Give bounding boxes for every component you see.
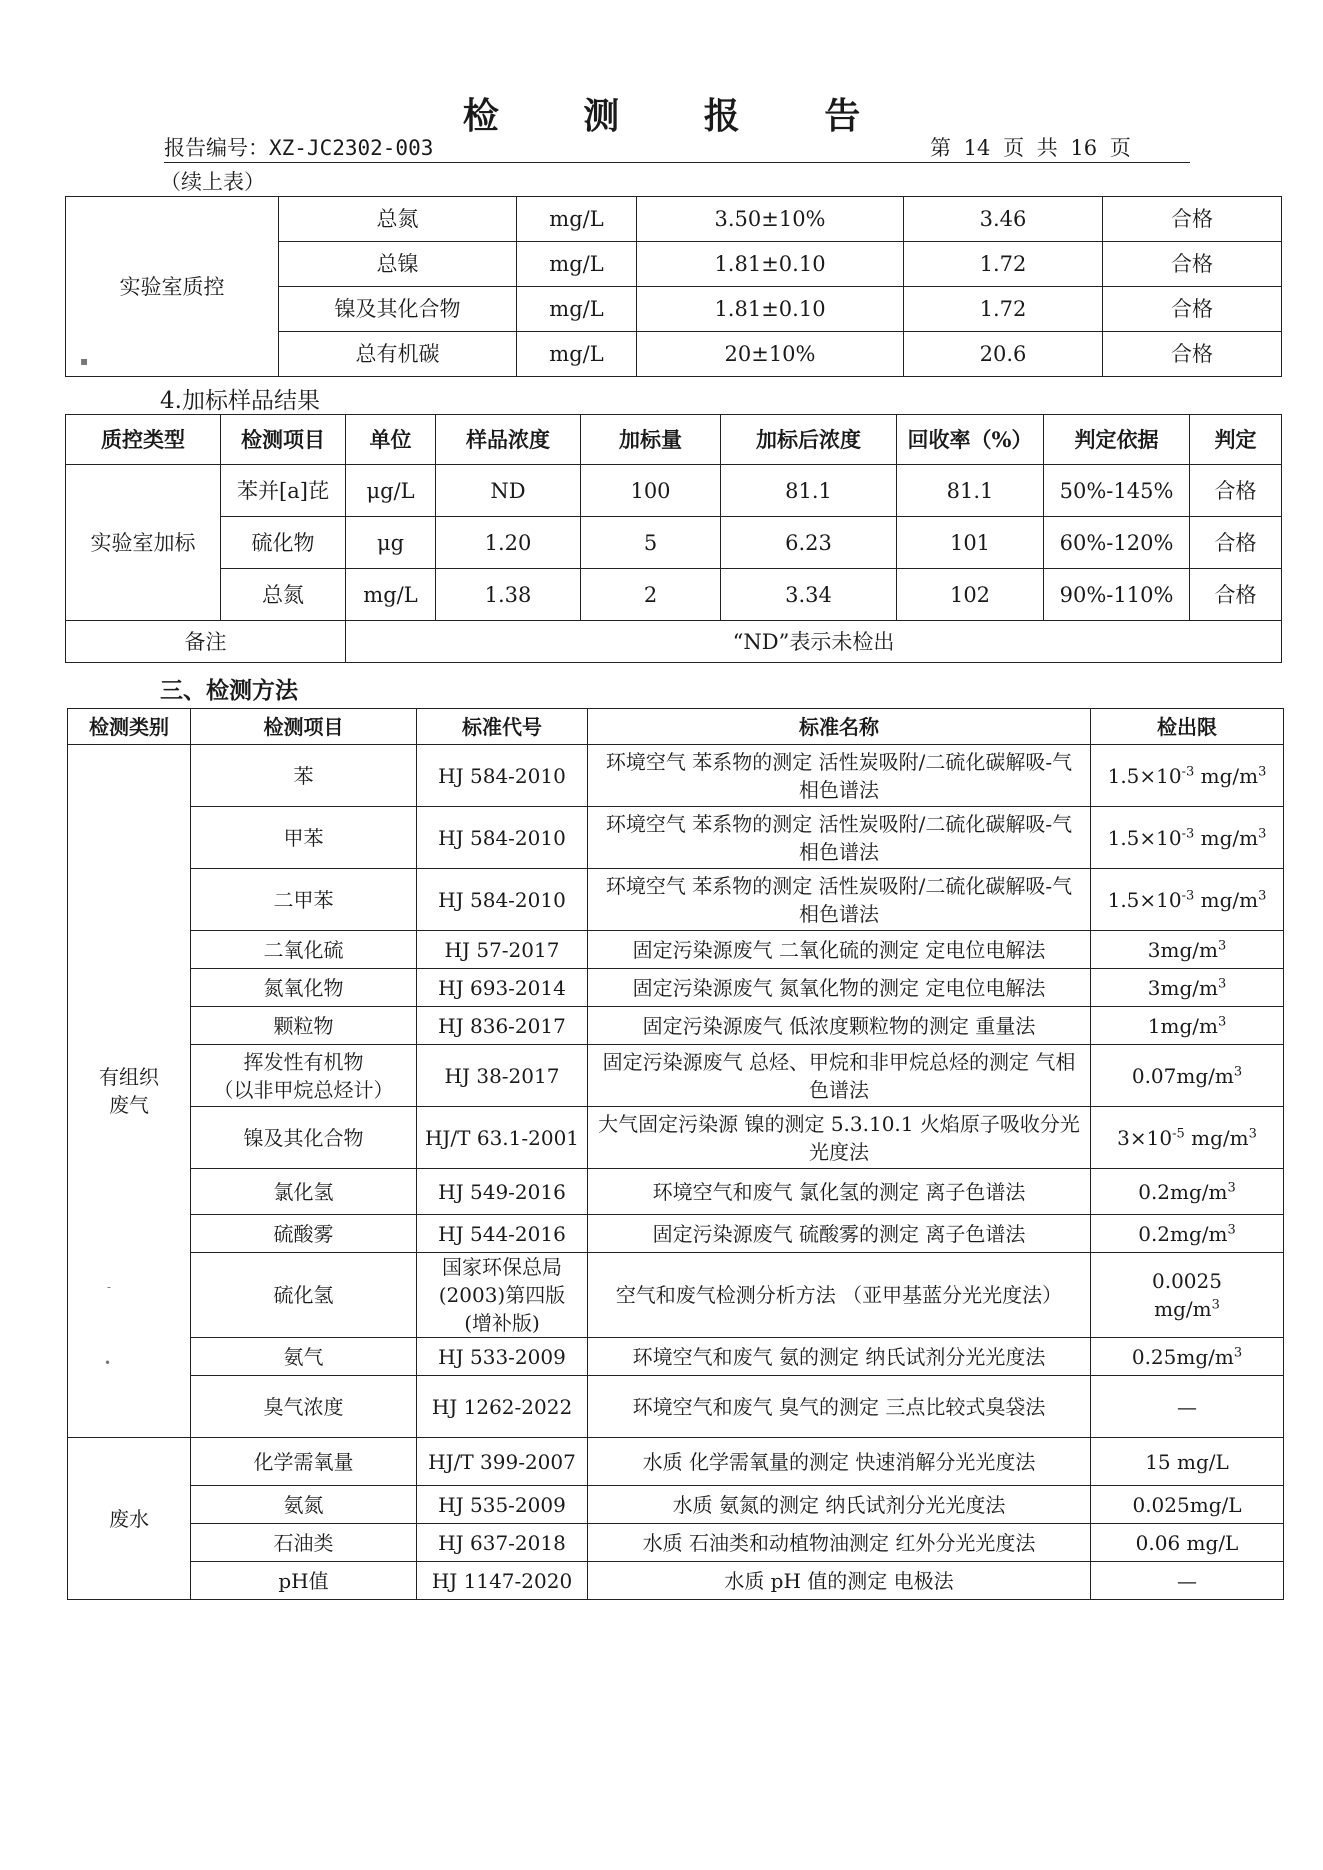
limit-base: 1mg/m: [1147, 1013, 1218, 1038]
limit-exponent: 3: [1233, 1063, 1243, 1079]
method-detection-limit: [1091, 1562, 1284, 1600]
remark-label: 备注: [66, 621, 346, 663]
limit-base: 0.25mg/m: [1131, 1344, 1234, 1369]
limit-base: 1.5×10: [1107, 887, 1182, 912]
spike-after: 3.34: [721, 569, 897, 621]
method-standard-name: 水质 化学需氧量的测定 快速消解分光光度法: [588, 1438, 1091, 1486]
qc-standard: 3.50±10%: [637, 197, 904, 242]
limit-unit-exponent: 3: [1248, 1125, 1257, 1141]
qc-standard: 20±10%: [637, 332, 904, 377]
method-standard-name: 空气和废气检测分析方法 （亚甲基蓝分光光度法）: [588, 1253, 1091, 1338]
qc-unit: mg/L: [517, 197, 637, 242]
method-code: 国家环保总局 (2003)第四版 (增补版): [417, 1253, 588, 1338]
method-code: HJ 584-2010: [417, 869, 588, 931]
qc-unit: mg/L: [517, 242, 637, 287]
method-item: 氯化氢: [191, 1169, 417, 1215]
spike-added: 5: [581, 517, 721, 569]
method-item: 颗粒物: [191, 1007, 417, 1045]
limit-base: 0.2mg/m: [1138, 1179, 1228, 1204]
limit-exponent: 3: [1211, 1297, 1220, 1313]
method-detection-limit: [1091, 931, 1284, 969]
report-number-value: XZ-JC2302-003: [269, 136, 434, 160]
method-detection-limit: [1091, 1215, 1284, 1253]
col-header-item: 检测项目: [221, 415, 346, 465]
method-detection-limit: [1091, 1169, 1284, 1215]
spike-unit: μg: [346, 517, 436, 569]
method-item: 镍及其化合物: [191, 1107, 417, 1169]
spike-item: 硫化物: [221, 517, 346, 569]
spike-result: 合格: [1190, 517, 1282, 569]
qc-group-label: 实验室质控: [66, 197, 279, 377]
col-header-qc-type: 质控类型: [66, 415, 221, 465]
limit-base: 0.2mg/m: [1138, 1221, 1228, 1246]
col-header-detection-limit: 检出限: [1091, 709, 1284, 745]
method-code: HJ 584-2010: [417, 807, 588, 869]
limit-exponent: 3: [1217, 1013, 1227, 1029]
spike-recovery: 101: [897, 517, 1044, 569]
spike-added: 2: [581, 569, 721, 621]
col-header-after: 加标后浓度: [721, 415, 897, 465]
qc-item: 总镍: [279, 242, 517, 287]
method-standard-name: 水质 pH 值的测定 电极法: [588, 1562, 1091, 1600]
qc-table: [65, 196, 1282, 377]
method-item: 氨氮: [191, 1486, 417, 1524]
method-code: HJ 544-2016: [417, 1215, 588, 1253]
spike-basis: 90%-110%: [1044, 569, 1190, 621]
limit-unit-exponent: 3: [1258, 763, 1267, 779]
limit-exponent: 3: [1233, 1344, 1243, 1360]
method-code: HJ 533-2009: [417, 1338, 588, 1376]
spike-recovery: 81.1: [897, 465, 1044, 517]
method-detection-limit: [1091, 1376, 1284, 1438]
method-standard-name: 固定污染源废气 二氧化硫的测定 定电位电解法: [588, 931, 1091, 969]
report-title: 检 测 报 告: [462, 95, 897, 137]
method-standard-name: 环境空气 苯系物的测定 活性炭吸附/二硫化碳解吸-气相色谱法: [588, 807, 1091, 869]
method-code: HJ/T 63.1-2001: [417, 1107, 588, 1169]
method-code: HJ 1147-2020: [417, 1562, 588, 1600]
method-code: HJ 57-2017: [417, 931, 588, 969]
method-item: 挥发性有机物 （以非甲烷总烃计）: [191, 1045, 417, 1107]
limit-exponent: 3: [1227, 1179, 1236, 1195]
qc-item: 总有机碳: [279, 332, 517, 377]
limit-exponent: -3: [1181, 825, 1195, 841]
continued-label: （续上表）: [160, 170, 265, 194]
scan-mark: ▪: [80, 354, 89, 368]
method-item: 臭气浓度: [191, 1376, 417, 1438]
limit-unit-exponent: 3: [1258, 825, 1267, 841]
method-code: HJ 1262-2022: [417, 1376, 588, 1438]
limit-base: —: [1177, 1394, 1197, 1419]
limit-base: —: [1177, 1568, 1197, 1593]
method-code: HJ 549-2016: [417, 1169, 588, 1215]
method-category: 废水: [68, 1438, 191, 1600]
method-detection-limit: [1091, 1524, 1284, 1562]
report-number-label: 报告编号：: [164, 136, 269, 160]
col-header-recovery: 回收率（%）: [897, 415, 1044, 465]
method-detection-limit: [1091, 1438, 1284, 1486]
method-standard-name: 环境空气 苯系物的测定 活性炭吸附/二硫化碳解吸-气相色谱法: [588, 745, 1091, 807]
qc-result: 合格: [1103, 287, 1282, 332]
qc-measured: 20.6: [904, 332, 1103, 377]
limit-exponent: -5: [1172, 1125, 1185, 1141]
method-item: 化学需氧量: [191, 1438, 417, 1486]
qc-item: 总氮: [279, 197, 517, 242]
method-standard-name: 固定污染源废气 总烃、甲烷和非甲烷总烃的测定 气相色谱法: [588, 1045, 1091, 1107]
method-detection-limit: [1091, 969, 1284, 1007]
col-header-added: 加标量: [581, 415, 721, 465]
qc-item: 镍及其化合物: [279, 287, 517, 332]
method-code: HJ 693-2014: [417, 969, 588, 1007]
spike-unit: μg/L: [346, 465, 436, 517]
method-item: 二甲苯: [191, 869, 417, 931]
method-code: HJ 584-2010: [417, 745, 588, 807]
method-code: HJ 637-2018: [417, 1524, 588, 1562]
limit-base: 0.025mg/L: [1132, 1492, 1242, 1517]
qc-standard: 1.81±0.10: [637, 242, 904, 287]
qc-measured: 1.72: [904, 242, 1103, 287]
qc-unit: mg/L: [517, 287, 637, 332]
method-detection-limit: [1091, 869, 1284, 931]
spike-sample: ND: [436, 465, 581, 517]
limit-exponent: 3: [1217, 937, 1227, 953]
col-header-unit: 单位: [346, 415, 436, 465]
remark-text: “ND”表示未检出: [346, 621, 1282, 663]
spike-result: 合格: [1190, 465, 1282, 517]
limit-unit-exponent: 3: [1258, 887, 1267, 903]
limit-unit: mg/m: [1194, 825, 1259, 850]
header-rule: [164, 162, 1190, 163]
method-item: 石油类: [191, 1524, 417, 1562]
method-detection-limit: [1091, 1107, 1284, 1169]
method-standard-name: 大气固定污染源 镍的测定 5.3.10.1 火焰原子吸收分光光度法: [588, 1107, 1091, 1169]
method-detection-limit: [1091, 807, 1284, 869]
spike-recovery: 102: [897, 569, 1044, 621]
method-code: HJ/T 399-2007: [417, 1438, 588, 1486]
col-header-category: 检测类别: [68, 709, 191, 745]
limit-exponent: -3: [1181, 887, 1195, 903]
scan-mark: -: [107, 1280, 112, 1294]
qc-measured: 1.72: [904, 287, 1103, 332]
method-standard-name: 环境空气 苯系物的测定 活性炭吸附/二硫化碳解吸-气相色谱法: [588, 869, 1091, 931]
method-code: HJ 535-2009: [417, 1486, 588, 1524]
qc-standard: 1.81±0.10: [637, 287, 904, 332]
method-detection-limit: [1091, 1007, 1284, 1045]
col-header-sample: 样品浓度: [436, 415, 581, 465]
limit-exponent: -3: [1181, 763, 1195, 779]
method-item: 氨气: [191, 1338, 417, 1376]
method-item: 硫酸雾: [191, 1215, 417, 1253]
col-header-code: 标准代号: [417, 709, 588, 745]
method-item: 硫化氢: [191, 1253, 417, 1338]
spike-table: [65, 414, 1282, 663]
spike-section-title: 4.加标样品结果: [160, 388, 320, 414]
spike-basis: 60%-120%: [1044, 517, 1190, 569]
report-number: [164, 132, 433, 162]
col-header-standard-name: 标准名称: [588, 709, 1091, 745]
method-detection-limit: [1091, 1045, 1284, 1107]
spike-item: 总氮: [221, 569, 346, 621]
spike-sample: 1.38: [436, 569, 581, 621]
method-standard-name: 环境空气和废气 氨的测定 纳氏试剂分光光度法: [588, 1338, 1091, 1376]
spike-item: 苯并[a]芘: [221, 465, 346, 517]
spike-after: 81.1: [721, 465, 897, 517]
method-standard-name: 水质 石油类和动植物油测定 红外分光光度法: [588, 1524, 1091, 1562]
limit-exponent: 3: [1227, 1221, 1236, 1237]
method-code: HJ 38-2017: [417, 1045, 588, 1107]
spike-unit: mg/L: [346, 569, 436, 621]
qc-result: 合格: [1103, 197, 1282, 242]
method-standard-name: 环境空气和废气 臭气的测定 三点比较式臭袋法: [588, 1376, 1091, 1438]
limit-base: 15 mg/L: [1145, 1449, 1229, 1474]
method-standard-name: 固定污染源废气 硫酸雾的测定 离子色谱法: [588, 1215, 1091, 1253]
qc-measured: 3.46: [904, 197, 1103, 242]
method-detection-limit: [1091, 1253, 1284, 1338]
scan-mark: •: [104, 1356, 112, 1370]
limit-unit: mg/m: [1194, 887, 1259, 912]
limit-unit: mg/m: [1184, 1125, 1249, 1150]
limit-base: 0.06 mg/L: [1135, 1530, 1239, 1555]
limit-base: 3mg/m: [1147, 937, 1218, 962]
method-standard-name: 水质 氨氮的测定 纳氏试剂分光光度法: [588, 1486, 1091, 1524]
spike-after: 6.23: [721, 517, 897, 569]
methods-section-title: 三、检测方法: [160, 677, 298, 704]
limit-base: 3×10: [1117, 1125, 1173, 1150]
method-detection-limit: [1091, 1338, 1284, 1376]
method-item: pH值: [191, 1562, 417, 1600]
method-standard-name: 固定污染源废气 氮氧化物的测定 定电位电解法: [588, 969, 1091, 1007]
limit-base: 0.0025 mg/m: [1152, 1269, 1222, 1321]
limit-unit: mg/m: [1194, 763, 1259, 788]
qc-unit: mg/L: [517, 332, 637, 377]
qc-result: 合格: [1103, 242, 1282, 287]
method-item: 甲苯: [191, 807, 417, 869]
limit-base: 1.5×10: [1107, 825, 1182, 850]
col-header-basis: 判定依据: [1044, 415, 1190, 465]
method-item: 二氧化硫: [191, 931, 417, 969]
spike-result: 合格: [1190, 569, 1282, 621]
methods-table: [67, 708, 1284, 1600]
method-code: HJ 836-2017: [417, 1007, 588, 1045]
limit-base: 1.5×10: [1107, 763, 1182, 788]
limit-base: 3mg/m: [1147, 975, 1218, 1000]
method-item: 氮氧化物: [191, 969, 417, 1007]
qc-result: 合格: [1103, 332, 1282, 377]
spike-group-label: 实验室加标: [66, 465, 221, 621]
method-detection-limit: [1091, 1486, 1284, 1524]
method-detection-limit: [1091, 745, 1284, 807]
spike-added: 100: [581, 465, 721, 517]
method-standard-name: 环境空气和废气 氯化氢的测定 离子色谱法: [588, 1169, 1091, 1215]
method-item: 苯: [191, 745, 417, 807]
col-header-result: 判定: [1190, 415, 1282, 465]
spike-sample: 1.20: [436, 517, 581, 569]
limit-exponent: 3: [1217, 975, 1227, 991]
page-info: 第 14 页 共 16 页: [930, 136, 1131, 160]
limit-base: 0.07mg/m: [1131, 1063, 1234, 1088]
spike-basis: 50%-145%: [1044, 465, 1190, 517]
method-standard-name: 固定污染源废气 低浓度颗粒物的测定 重量法: [588, 1007, 1091, 1045]
col-header-item: 检测项目: [191, 709, 417, 745]
method-category: 有组织 废气: [68, 745, 191, 1438]
